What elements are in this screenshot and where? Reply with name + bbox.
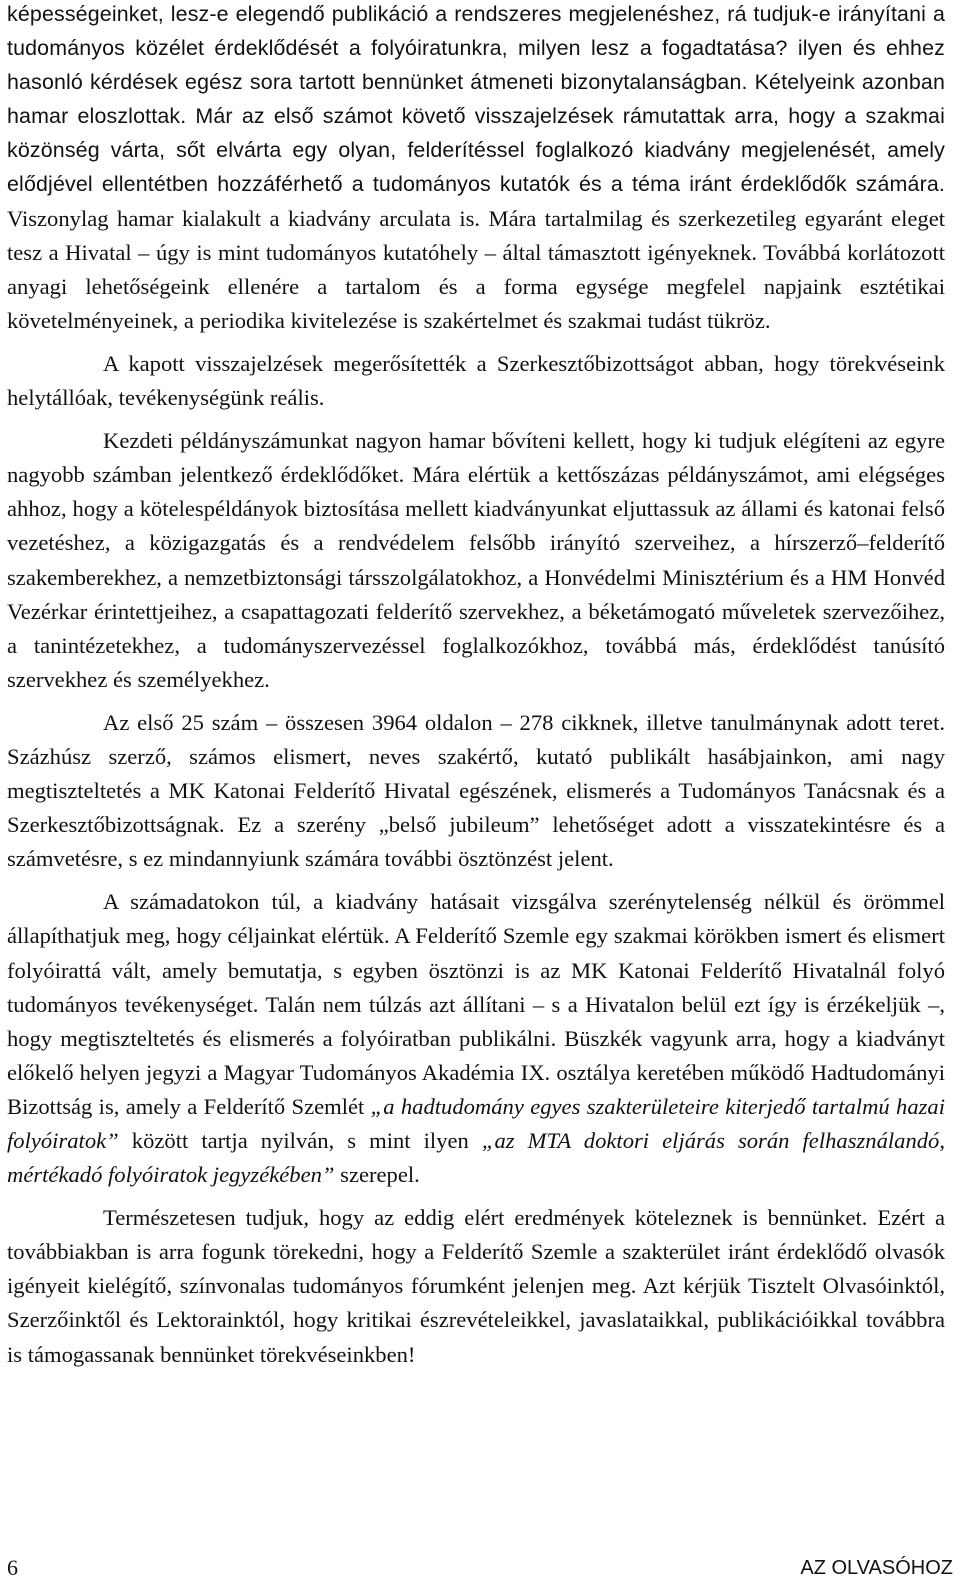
running-title: AZ OLVASÓHOZ xyxy=(800,1557,953,1579)
text-run: Az első 25 szám – összesen 3964 oldalon – 278 cikknek, illetve tanulmánynak adott teret. Százhúsz szerző, számos elismert, neves szakértő, kutató publikált hasábjainkon, ami nagy megtiszteltetés a MK Katonai Felderítő Hivatal egészének, elismerés a Tudományos Tanácsnak és a Szerkesztőbizottságnak. Ez a szerény „belső jubileum” lehetőséget adott a visszatekintésre és a számvetésre, s ez mindannyiunk számára további ösztönzést jelent. xyxy=(7,709,945,872)
page-footer xyxy=(7,1551,953,1585)
text-run: Viszonylag hamar kialakult a kiadvány arculata is. Mára tartalmilag és szerkezetileg egyaránt eleget tesz a Hivatal – úgy is mint tudományos kutatóhely – által támasztott igényeknek. Továbbá korlátozott anyagi lehetőségeink ellenére a tartalom és a forma egysége megfelel napjaink esztétikai követelményeinek, a periodika kivitelezése is szakértelmet és szakmai tudást tükröz. xyxy=(7,205,945,333)
page-number: 6 xyxy=(7,1555,18,1580)
text-run: szerepel. xyxy=(334,1162,420,1188)
text-run: Kezdeti példányszámunkat nagyon hamar bővíteni kellett, hogy ki tudjuk elégíteni az egyre nagyobb számban jelentkező érdeklődőket. Mára elértük a kettőszázas példányszámot, ami elégséges ahhoz, hogy a kötelespéldányok biztosítása mellett kiadványunkat eljuttassuk az állami és katonai felső vezetéshez, a közigazgatás és a rendvédelem felsőbb irányító szerveihez, a hírszerző–felderítő szakemberekhez, a nemzetbiztonsági társszolgálatokhoz, a Honvédelmi Minisztérium és a HM Honvéd Vezérkar érintettjeihez, a csapattagozati felderítő szervekhez, a béketámogató műveletek szervezőihez, a tanintézetekhez, a tudományszervezéssel foglalkozókhoz, továbbá más, érdeklődést tanúsító szervekhez és személyekhez. xyxy=(7,428,945,692)
paragraph xyxy=(7,1201,945,1371)
text-run: A számadatokon túl, a kiadvány hatásait vizsgálva szerénytelenség nélkül és örömmel állapíthatjuk meg, hogy céljainkat elértük. A Felderítő Szemle egy szakmai körökben ismert és elismert folyóirattá vált, amely bemutatja, s egyben ösztönzi is az MK Katonai Felderítő Hivatalnál folyó tudományos tevékenységet. Talán nem túlzás azt állítani – s a Hivatalon belül ezt így is érzékeljük –, hogy megtiszteltetés és elismerés a folyóiratban publikálni. Büszkék vagyunk arra, hogy a kiadványt előkelő helyen jegyzi a Magyar Tudományos Akadémia IX. osztálya keretében működő Hadtudományi Bizottság is, amely a Felderítő Szemlét xyxy=(7,889,945,1119)
paragraph xyxy=(7,706,945,876)
article-body xyxy=(7,0,945,1381)
italic-quote: „az MTA doktori eljárás során felhasználandó, mértékadó folyóiratok jegyzékében” xyxy=(7,1128,945,1188)
paragraph xyxy=(7,347,945,415)
text-run: A kapott visszajelzések megerősítették a Szerkesztőbizottságot abban, hogy törekvéseink helytállóak, tevékenységünk reális. xyxy=(7,350,945,411)
paragraph xyxy=(7,424,945,697)
paragraph xyxy=(7,885,945,1192)
paragraph xyxy=(7,0,945,338)
text-run: képességeinket, lesz-e elegendő publikáció a rendszeres megjelenéshez, rá tudjuk-e irányítani a tudományos közélet érdeklődését a folyóiratunkra, milyen lesz a fogadtatása? ilyen és ehhez hasonló kérdések egész sora tartott bennünket átmeneti bizonytalanságban. Kételyeink azonban hamar eloszlottak. Már az első számot követő visszajelzések rámutattak arra, hogy a szakmai közönség várta, sőt elvárta egy olyan, felderítéssel foglalkozó kiadvány megjelenését, amely elődjével ellentétben hozzáférhető a tudományos kutatók és a téma iránt érdeklődők számára. xyxy=(7,2,945,197)
text-run: között tartja nyilván, s mint ilyen xyxy=(118,1128,482,1153)
text-run: Természetesen tudjuk, hogy az eddig elért eredmények köteleznek is bennünket. Ezért a továbbiakban is arra fogunk törekedni, hogy a Felderítő Szemle a szakterület iránt érdeklődő olvasók igényeit kielégítő, színvonalas tudományos fórumként jelenjen meg. Azt kérjük Tisztelt Olvasóinktól, Szerzőinktől és Lektorainktól, hogy kritikai észrevételeikkel, javaslataikkal, publikációikkal továbbra is támogassanak bennünket törekvéseinkben! xyxy=(7,1205,945,1367)
italic-quote: „a hadtudomány egyes szakterületeire kiterjedő tartalmú hazai folyóiratok” xyxy=(7,1093,945,1153)
